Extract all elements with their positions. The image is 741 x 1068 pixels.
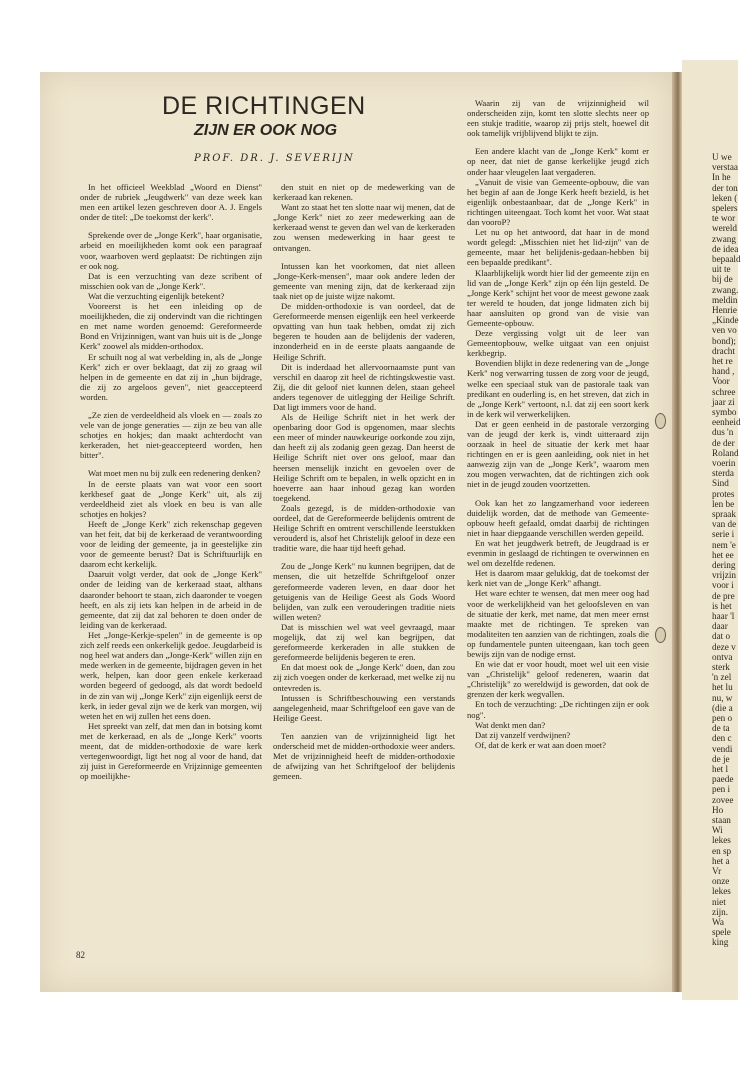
adjacent-page-line: niet (712, 896, 726, 907)
adjacent-page-line: het lu (712, 682, 733, 693)
paragraph: Ten aanzien van de vrijzinnigheid ligt het onderscheid met de midden-orthodoxie weer anders. Met de vrijzinnigheid heeft de midden-orthodoxie de afwijzing van het Schriftgeloof der belijdenis gemeen. (273, 730, 455, 782)
page-gutter (672, 72, 682, 992)
adjacent-page-line: pen i (712, 784, 731, 795)
adjacent-page-line: Wi (712, 825, 723, 836)
paragraph: De midden-orthodoxie is van oordeel, dat de Gereformeerde mensen eigenlijk een heel verkeerde opvatting van hun taak hebben, omdat zij zich begeren te houden aan de belijdenis der vaderen, inzonderheid en in de eerste plaats aangaande de Heilige Schrift. (273, 301, 455, 362)
paragraph: Deze vergissing volgt uit de leer van Gemeentopbouw, welke uitgaat van een onjuist kerkbegrip. (467, 328, 649, 359)
paragraph: Het is daarom maar gelukkig, dat de toekomst der kerk niet van de „Jonge Kerk" afhangt. (467, 568, 649, 589)
adjacent-page-line: der ton (712, 182, 738, 193)
adjacent-page-line: de ta (712, 723, 730, 734)
adjacent-page-line: spele (712, 927, 731, 938)
paragraph: Als de Heilige Schrift niet in het werk der openbaring door God is opgenomen, maar slechts een meer of minder nauwkeurige oorkonde zou zijn, dan heeft zij als zodanig geen gezag. Dan heerst de Heilige Schrift niet over ons geloof, maar dan heersen menselijk inzicht en gevoelen over de Heilige Schrift om te bepalen, in welk opzicht en in hoeverre aan haar inhoud gezag kan worden toegekend. (273, 412, 455, 503)
adjacent-page-line: U we (712, 152, 732, 162)
adjacent-page (682, 60, 741, 1000)
adjacent-page-line: het a (712, 855, 730, 866)
adjacent-page-line: het re (712, 356, 733, 366)
paragraph: Daaruit volgt verder, dat ook de „Jonge Kerk" onder de leiding van de kerkeraad staat, althans daaronder behoort te staan, zich daaronder te voegen heeft, en als zij iets kan helpen in de arbeid in de gemeente, dat zij dat zal behoren te doen onder de leiding van de kerkeraad. (80, 569, 262, 630)
adjacent-page-line: dracht (712, 345, 735, 356)
paragraph: Wat denkt men dan? (475, 719, 546, 730)
adjacent-page-line: dus 'n (712, 427, 734, 438)
adjacent-page-line: is het (712, 600, 732, 611)
page-number: 82 (76, 950, 85, 960)
adjacent-page-line: 'n zel (712, 672, 732, 683)
article-subtitle: ZIJN ER OOK NOG (194, 122, 338, 139)
article-author: PROF. DR. J. SEVERIJN (194, 153, 355, 164)
adjacent-page-line: ven vo (712, 325, 737, 336)
paragraph: Zou de „Jonge Kerk" nu kunnen begrijpen, dat de mensen, die uit hetzelfde Schriftgeloof onzer gereformeerde vaderen leven, en daar door het getuigenis van de Heilige Geest als Gods Woord belijden, van zulk een verouderingen traditie niets willen weten? (273, 561, 455, 622)
paragraph: Dit is inderdaad het allervoornaamste punt van verschil en daarop zit heel de richtingskwestie vast. Zij, die dit geloof niet kunnen delen, staan geheel anders tegenover de uitlegging der Heilige Schrift. Dat ligt immers voor de hand. (273, 361, 455, 412)
adjacent-page-line: Roland (712, 447, 739, 458)
text-column-1 (80, 182, 262, 781)
adjacent-page-line: haar 'l (712, 611, 735, 621)
binding-hole-icon (655, 413, 666, 429)
paragraph: En toch de verzuchting: „De richtingen zijn er ook nog". (467, 699, 649, 720)
paragraph: Wat moet men nu bij zulk een redenering denken? (88, 468, 261, 479)
adjacent-page-line: (die a (712, 702, 733, 713)
adjacent-page-line: staan (712, 815, 731, 825)
adjacent-page-line: Sind (712, 478, 729, 489)
adjacent-page-line: vendi (712, 743, 733, 754)
paragraph: Of, dat de kerk er wat aan doen moet? (475, 739, 606, 750)
adjacent-page-line: verstaa (712, 162, 739, 173)
paragraph: En wat het jeugdwerk betreft, de Jeugdraad is er evenmin in geslaagd de richtingen te overwinnen en wel om dezelfde redenen. (467, 537, 649, 569)
adjacent-page-line: lekes (712, 835, 731, 846)
adjacent-page-line: dering (712, 560, 736, 570)
paragraph: In het officieel Weekblad „Woord en Dienst" onder de rubriek „Jeugdwerk" van deze week kan men een artikel lezen geschreven door A. J. Engels onder de titel: „De toekomst der kerk". (80, 182, 262, 223)
adjacent-page-line: deze v (712, 641, 736, 652)
adjacent-page-line: Wa (712, 917, 725, 927)
adjacent-page-line: spraak (712, 509, 736, 519)
adjacent-page-line: de je (712, 753, 730, 764)
adjacent-page-line: wereld (712, 223, 737, 234)
adjacent-page-line: meldin (712, 294, 738, 305)
paragraph: Dat er geen eenheid in de pastorale verzorging van de jeugd der kerk is, vindt uitteraard zijn oorzaak in heel de situatie der kerk met haar richtingen en er is geen aanleiding, ook niet in het aanwezig zijn van de „Jonge Kerk", waarom men zou mogen verwachten, dat de richtingen zich ook niet in de jeugd zouden voortzetten. (467, 418, 649, 490)
paragraph: In de eerste plaats van wat voor een soort kerkbesef gaat de „Jonge Kerk" uit, als zij verdeeldheid ziet als vloek en beu is van alle schotjes en hokjes? (80, 478, 262, 519)
adjacent-page-line: voerin (712, 458, 736, 468)
adjacent-page-line: de der (712, 437, 735, 448)
paragraph: Wat die verzuchting eigenlijk betekent? (88, 290, 225, 301)
adjacent-page-line: bij de (712, 274, 733, 285)
adjacent-page-line: het ee (712, 549, 734, 560)
paragraph: Intussen is Schriftbeschouwing een verstands aangelegenheid, maar Schriftgeloof een gave van de Heilige Geest. (273, 692, 455, 723)
adjacent-page-line: daar (712, 621, 728, 632)
adjacent-page-line: paede (712, 774, 734, 785)
adjacent-page-line: serie i (712, 529, 735, 540)
adjacent-page-line: onze (712, 876, 730, 887)
paragraph: Waarin zij van de vrijzinnigheid wil onderscheiden zijn, komt ten slotte slechts neer op een stukje traditie, waarop zij prijs stelt, hoewel dit ook tamelijk vrijblijvend blijkt te zijn. (467, 98, 649, 139)
adjacent-page-line: ontva (712, 651, 733, 662)
adjacent-page-line: lekes (712, 886, 731, 897)
adjacent-page-line: In he (712, 172, 731, 183)
adjacent-page-line: zijn. (712, 906, 729, 917)
binding-hole-icon (655, 627, 666, 643)
adjacent-page-line: zovee (712, 794, 734, 805)
adjacent-page-line: king (712, 937, 729, 948)
text-column-2 (273, 182, 455, 781)
paragraph: Een andere klacht van de „Jonge Kerk" komt er op neer, dat niet de ganse kerkelijke jeugd zich onder haar vleugelen laat vergaderen. (467, 146, 649, 177)
paragraph: „Vanuit de visie van Gemeente-opbouw, die van het begin af aan de Jonge Kerk heeft bezield, is het eigenlijk onbestaanbaar, dat de „Jonge Kerk" in richtingen uiteengaat. Toch komt het voor. Wat staat dan vooroP? (467, 176, 649, 228)
paragraph: Vooreerst is het een inleiding op de moeilijkheden, die zij ondervindt van die richtingen en met name worden genoemd: Gereformeerde Bond en Vrijzinnigen, want van huis uit is de „Jonge Kerk" zoowel als midden-orthodox. (80, 301, 262, 352)
paragraph: Het ware echter te wensen, dat men meer oog had voor de werkelijkheid van het geloofsleven en van de situatie der kerk, met name, dat men meer ernst maakte met de richtingen. Te spreken van modaliteiten ten aanzien van de richtingen, zoals die op fundamentele punten uiteengaan, kan toch geen bewijs zijn van de nodige ernst. (467, 588, 649, 659)
paragraph: Zoals gezegd, is de midden-orthodoxie van oordeel, dat de Gereformeerde belijdenis omtrent de Heilige Schrift en omtrent verschillende leerstukken verouderd is, alsof het Christelijk geloof in deze een traditie ware, die haar tijd heeft gehad. (273, 502, 455, 554)
paragraph: Want zo staat het ten slotte naar wij menen, dat de „Jonge Kerk" niet zo zeer medewerking aan de kerkeraad wenst te geven dan wel van de kerkeraden zou wensen medewerking in haar geest te ontvangen. (273, 202, 455, 253)
paragraph: Dat is een verzuchting van deze scribent of misschien ook van de „Jonge Kerk". (80, 270, 262, 291)
adjacent-page-line: te wor (712, 213, 736, 224)
adjacent-page-line: pen o (712, 713, 733, 723)
adjacent-page-line: protes (712, 488, 735, 499)
adjacent-page-line: Ho (712, 804, 724, 815)
paragraph: Het „Jonge-Kerkje-spelen" in de gemeente is op zich zelf reeds een onkerkelijk gedoe. Jeugdarbeid is nog heel wat anders dan „Jonge-Kerk" willen zijn en mede werken in de gemeente, bijdragen geven in het werk, helpen, kan door geen enkele kerkeraad worden begeerd of gedoogd, als dat wordt bedoeld in de zin van wij „Jonge Kerk" zijn eigenlijk eerst de kerk, in ieder geval zijn we de kerk van morgen, wij weten het en wij zullen het eens doen. (80, 629, 263, 721)
adjacent-page-line: nu, w (712, 692, 733, 703)
adjacent-page-line: leken ( (712, 192, 738, 203)
adjacent-page-line: symbo (712, 407, 737, 417)
paragraph: Bovendien blijkt in deze redenering van de „Jonge Kerk" nog verwarring tussen de zorg voor de jeugd, welke een speciaal stuk van de pastorale taak van predikant en ouderling is, en het streven, dat zich in de „Jonge Kerk" vertoont, n.l. dat zij een soort kerk in de kerk wil verwerkelijken. (467, 358, 649, 419)
adjacent-page-line: voor i (712, 580, 734, 591)
article-title: DE RICHTINGEN (162, 92, 366, 120)
adjacent-page-line: zwang (712, 233, 736, 244)
adjacent-page-line: de idea (712, 243, 739, 254)
paragraph: Heeft de „Jonge Kerk" zich rekenschap gegeven van het feit, dat bij de kerkeraad de verantwoording voor de leiding der gemeente, ja in geestelijke zin voor de gemeente berust? Dat is Schriftuurlijk en daarom echt kerkelijk. (80, 518, 262, 570)
paragraph: En wie dat er voor houdt, moet wel uit een visie van „Christelijk" geloof redeneren, waarin dat „Christelijk" zo wereldwijd is geworden, dat ook de grenzen der kerk wegvallen. (467, 659, 649, 700)
adjacent-page-line: Henrie (712, 305, 737, 315)
adjacent-page-line: bepaald (712, 254, 741, 264)
paragraph: Dat zij vanzelf verdwijnen? (475, 729, 571, 740)
adjacent-page-line: dat o (712, 631, 731, 642)
adjacent-page-line: sterda (712, 468, 734, 479)
paragraph: Er schuilt nog al wat verbelding in, als de „Jonge Kerk" zich er over beklaagt, dat zij zo graag wil helpen in de gemeente en dat zij in „hun bijdrage, die zij zo argeloos geven", niet geaccepteerd worden. (80, 351, 262, 402)
adjacent-page-line: len be (712, 498, 735, 509)
paragraph: Ook kan het zo langzamerhand voor iedereen duidelijk worden, dat de methode van Gemeente-opbouw heeft gefaald, omdat daarbij de richtingen niet in haar diepgaande verschillen werden gepeild. (467, 497, 649, 538)
adjacent-page-line: sterk (712, 662, 730, 672)
adjacent-page-line: eenheid (712, 417, 741, 428)
adjacent-page-line: van de (712, 519, 737, 530)
adjacent-page-line: bond); (712, 335, 736, 346)
adjacent-page-line: schree (712, 386, 736, 397)
adjacent-page-line: spelers (712, 203, 738, 213)
adjacent-page-line: de pre (712, 590, 735, 601)
paragraph: Klaarblijkelijk wordt hier lid der gemeente zijn en lid van de „Jonge Kerk" zijn op één lijn gesteld. De „Jonge Kerk" schijnt het voor de meest gewone zaak ter wereld te houden, dat jonge lidmaten zich bij haar aansluiten op grond van de visie van Gemeente-opbouw. (467, 267, 649, 328)
adjacent-page-line: hand , (712, 366, 735, 377)
adjacent-page-line: „Kinde (712, 315, 739, 326)
paragraph: „Ze zien de verdeeldheid als vloek en — zoals zo vele van de jonge generaties — zijn ze beu van alle schotjes en hokjes; dan maakt achterdocht van kerkeraden, het niet-geaccepteerd worden, hen bitter". (80, 409, 262, 461)
paragraph: En dat moest ook de „Jonge Kerk" doen, dan zou zij zich voegen onder de kerkeraad, met welke zij nu ontevreden is. (273, 662, 455, 693)
adjacent-page-line: vrijzin (712, 570, 736, 581)
adjacent-page-line: den c (712, 733, 732, 744)
adjacent-page-line: Voor (712, 376, 730, 387)
adjacent-page-line: het l (712, 764, 729, 774)
paragraph: Let nu op het antwoord, dat haar in de mond wordt gelegd: „Misschien niet het lid-zijn" van de gemeente, maar het belijdenis-gedaan-hebben bij een bepaalde predikant". (467, 227, 649, 268)
paragraph: Sprekende over de „Jonge Kerk", haar organisatie, arbeid en moeilijkheden komt ook een paragraaf voor, waarboven werd geplaatst: De richtingen zijn er ook nog. (80, 230, 262, 271)
adjacent-page-line: zwang. (712, 284, 739, 295)
paragraph: Het spreekt van zelf, dat men dan in botsing komt met de kerkeraad, en als de „Jonge Kerk" voorts meent, dat de midden-orthodoxie de ware kerk vertegenwoordigt, ligt het nog al voor de hand, dat zij juist in Gereformeerde en Vrijzinnige gemeenten op moeilijkhe- (80, 720, 262, 782)
paragraph: Dat is misschien wel wat veel gevraagd, maar mogelijk, dat zij wel kan begrijpen, dat gereformeerde kerkeraden in alle stukken de gereformeerde belijdenis begeren te eren. (273, 621, 455, 663)
paragraph: Intussen kan het voorkomen, dat niet alleen „Jonge-Kerk-mensen", maar ook andere leden der gemeente van mening zijn, dat de kerkeraad zijn taak niet op de juiste wijze nakomt. (273, 260, 455, 301)
adjacent-page-line: uit te (712, 264, 731, 275)
adjacent-page-line: jaar zi (712, 396, 735, 407)
adjacent-page-line: Vr (712, 866, 722, 876)
text-column-3 (467, 98, 649, 750)
adjacent-page-line: en sp (712, 845, 732, 856)
paragraph: den stuit en niet op de medewerking van de kerkeraad kan rekenen. (273, 182, 455, 203)
adjacent-page-line: nem 'e (712, 539, 736, 550)
